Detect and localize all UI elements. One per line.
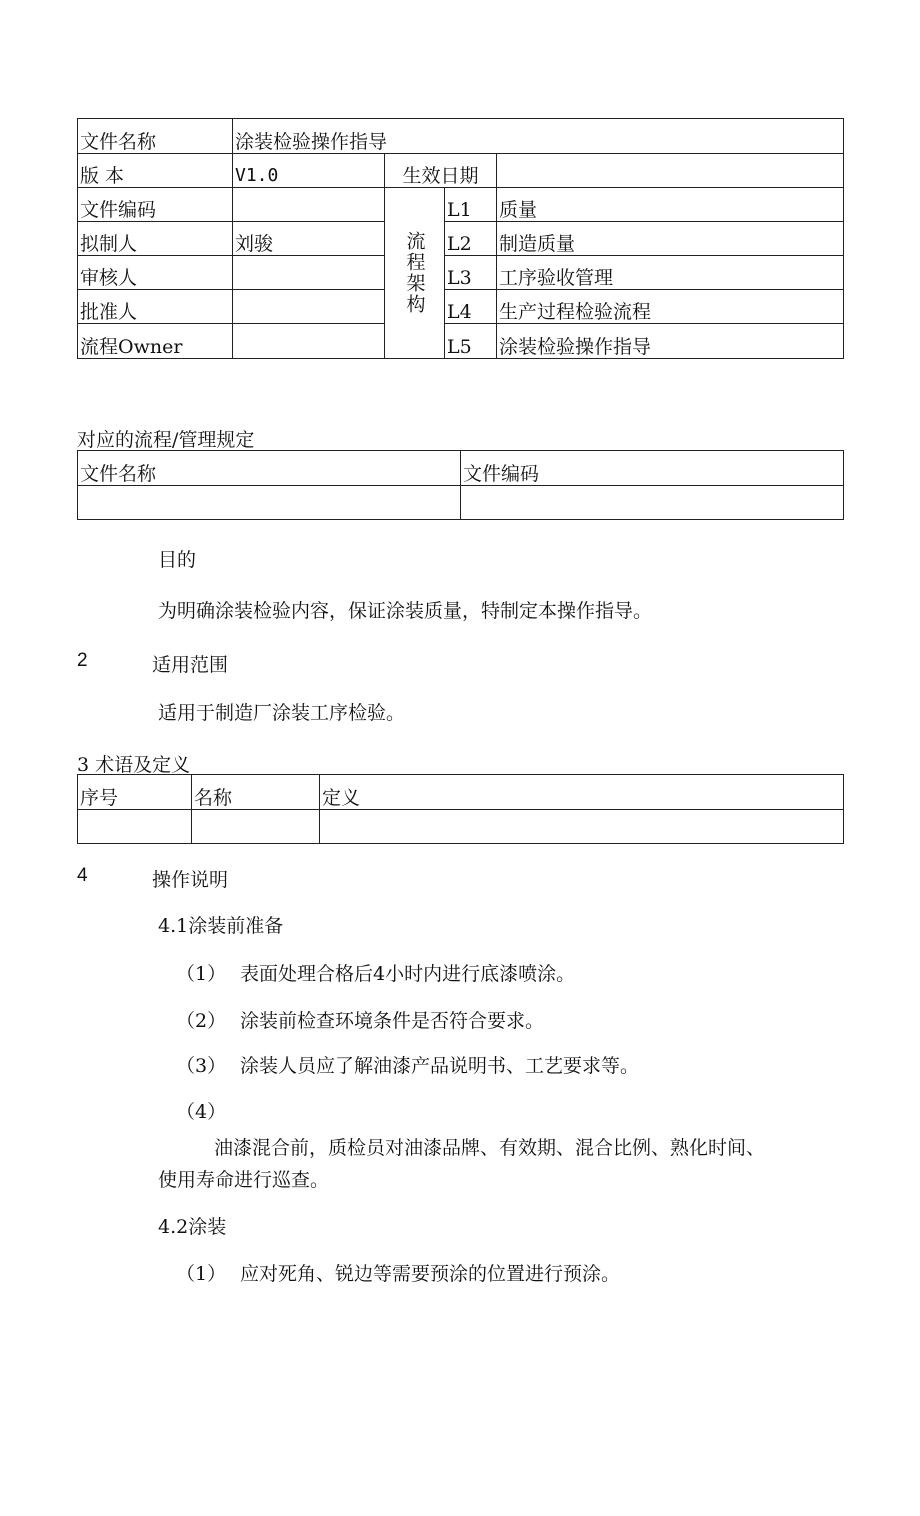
subsection-4-2-title: 4.2涂装 bbox=[158, 1216, 227, 1238]
list-item-number: （1） bbox=[176, 963, 227, 985]
level-name: 制造质量 bbox=[497, 222, 844, 256]
terms-row-name bbox=[192, 810, 320, 844]
level-code: L2 bbox=[445, 222, 497, 256]
approver-value bbox=[233, 290, 385, 324]
file-code-value bbox=[233, 188, 385, 222]
document-info-table bbox=[77, 118, 844, 359]
list-item-text: 应对死角、锐边等需要预涂的位置进行预涂。 bbox=[240, 1263, 621, 1285]
list-item-text: 表面处理合格后4小时内进行底漆喷涂。 bbox=[240, 963, 576, 985]
section1-title: 目的 bbox=[158, 549, 197, 571]
terms-row-no bbox=[78, 810, 192, 844]
owner-label: 流程Owner bbox=[78, 324, 233, 359]
level-code: L5 bbox=[445, 324, 497, 359]
level-name: 生产过程检验流程 bbox=[497, 290, 844, 324]
section1-text: 为明确涂装检验内容，保证涂装质量，特制定本操作指导。 bbox=[158, 600, 653, 622]
effective-date-label: 生效日期 bbox=[385, 154, 497, 188]
list-item-number: （4） bbox=[176, 1101, 227, 1123]
terms-row-def bbox=[320, 810, 844, 844]
terms-table bbox=[77, 774, 844, 844]
list-item-text: 涂装前检查环境条件是否符合要求。 bbox=[240, 1010, 545, 1032]
level-code: L1 bbox=[445, 188, 497, 222]
version-value: V1.0 bbox=[233, 154, 385, 188]
terms-col-def: 定义 bbox=[320, 775, 844, 810]
list-item-number: （1） bbox=[176, 1263, 227, 1285]
approver-label: 批准人 bbox=[78, 290, 233, 324]
section2-number: 2 bbox=[77, 650, 88, 671]
file-name-label: 文件名称 bbox=[78, 119, 233, 154]
level-code: L3 bbox=[445, 256, 497, 290]
list-item-text: 油漆混合前，质检员对油漆品牌、有效期、混合比例、熟化时间、 bbox=[214, 1137, 766, 1159]
level-name: 工序验收管理 bbox=[497, 256, 844, 290]
level-name: 涂装检验操作指导 bbox=[497, 324, 844, 359]
terms-col-no: 序号 bbox=[78, 775, 192, 810]
file-code-label: 文件编码 bbox=[78, 188, 233, 222]
drafter-value: 刘骏 bbox=[233, 222, 385, 256]
related-title: 对应的流程/管理规定 bbox=[77, 429, 255, 451]
file-name-value: 涂装检验操作指导 bbox=[233, 119, 844, 154]
section3-title: 3 术语及定义 bbox=[77, 754, 191, 776]
section2-text: 适用于制造厂涂装工序检验。 bbox=[158, 702, 406, 724]
drafter-label: 拟制人 bbox=[78, 222, 233, 256]
owner-value bbox=[233, 324, 385, 359]
section2-title: 适用范围 bbox=[152, 654, 229, 676]
related-row-code bbox=[461, 486, 844, 520]
version-label: 版 本 bbox=[78, 154, 233, 188]
framework-label: 流程架构 bbox=[385, 188, 445, 359]
level-code: L4 bbox=[445, 290, 497, 324]
list-item-number: （2） bbox=[176, 1010, 227, 1032]
related-row-name bbox=[78, 486, 461, 520]
section4-title: 操作说明 bbox=[152, 869, 229, 891]
list-item-number: （3） bbox=[176, 1055, 227, 1077]
related-col-code: 文件编码 bbox=[461, 451, 844, 486]
related-process-table bbox=[77, 450, 844, 520]
subsection-4-1-title: 4.1涂装前准备 bbox=[158, 915, 284, 937]
section4-number: 4 bbox=[77, 865, 88, 886]
terms-col-name: 名称 bbox=[192, 775, 320, 810]
reviewer-value bbox=[233, 256, 385, 290]
related-col-name: 文件名称 bbox=[78, 451, 461, 486]
level-name: 质量 bbox=[497, 188, 844, 222]
effective-date-value bbox=[497, 154, 844, 188]
list-item-text-continued: 使用寿命进行巡查。 bbox=[158, 1169, 330, 1191]
list-item-text: 涂装人员应了解油漆产品说明书、工艺要求等。 bbox=[240, 1055, 640, 1077]
reviewer-label: 审核人 bbox=[78, 256, 233, 290]
